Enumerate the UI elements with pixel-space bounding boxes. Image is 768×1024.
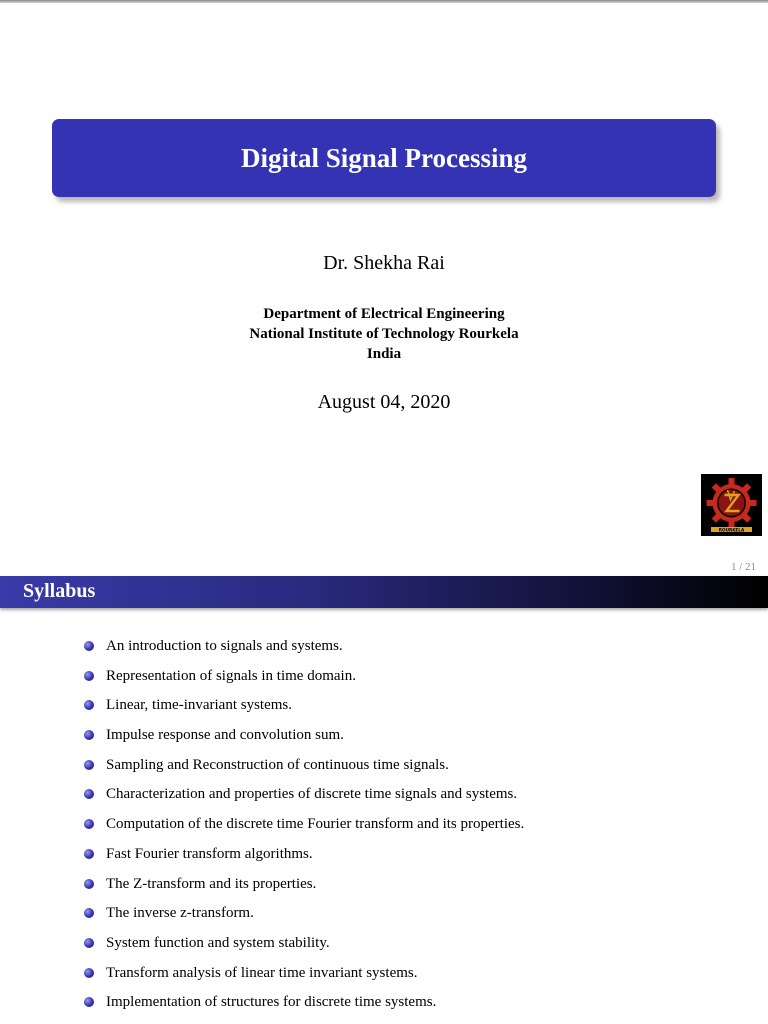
list-item	[84, 840, 524, 870]
title-box	[52, 119, 716, 197]
bullet-icon	[84, 849, 94, 859]
author-name: Dr. Shekha Rai	[323, 252, 445, 274]
bullet-icon	[84, 700, 94, 710]
syllabus-heading: Syllabus	[23, 580, 96, 602]
bullet-icon	[84, 760, 94, 770]
affiliation-department: Department of Electrical Engineering	[263, 306, 505, 322]
list-item-text: Fast Fourier transform algorithms.	[106, 845, 313, 862]
list-item	[84, 780, 524, 810]
list-item-text: System function and system stability.	[106, 934, 330, 951]
list-item-text: Implementation of structures for discrete time systems.	[106, 994, 437, 1011]
page-number: 1 / 21	[730, 561, 756, 573]
bullet-icon	[84, 997, 94, 1007]
bullet-icon	[84, 908, 94, 918]
list-item	[84, 632, 524, 662]
affiliation-country: India	[366, 346, 402, 362]
list-item-text: Impulse response and convolution sum.	[106, 727, 344, 744]
affiliation-institute: National Institute of Technology Rourkela	[249, 326, 519, 342]
affiliation	[0, 304, 768, 364]
bullet-icon	[84, 819, 94, 829]
bullet-icon	[84, 641, 94, 651]
list-item	[84, 988, 524, 1018]
list-item-text: Sampling and Reconstruction of continuous time signals.	[106, 756, 449, 773]
bullet-icon	[84, 968, 94, 978]
list-item	[84, 662, 524, 692]
bullet-icon	[84, 789, 94, 799]
syllabus-header-bar	[0, 576, 768, 608]
list-item	[84, 751, 524, 781]
list-item	[84, 929, 524, 959]
bullet-icon	[84, 938, 94, 948]
presentation-date: August 04, 2020	[317, 391, 451, 413]
presentation-title: Digital Signal Processing	[240, 142, 528, 173]
list-item	[84, 959, 524, 989]
list-item	[84, 721, 524, 751]
list-item	[84, 899, 524, 929]
list-item-text: Representation of signals in time domain.	[106, 667, 356, 684]
bullet-icon	[84, 730, 94, 740]
list-item	[84, 810, 524, 840]
syllabus-list	[84, 632, 524, 1018]
list-item-text: Transform analysis of linear time invariant systems.	[106, 964, 418, 981]
list-item	[84, 870, 524, 900]
bullet-icon	[84, 879, 94, 889]
list-item-text: An introduction to signals and systems.	[106, 638, 343, 654]
list-item-text: Linear, time-invariant systems.	[106, 697, 293, 714]
list-item	[84, 691, 524, 721]
list-item-text: The inverse z-transform.	[106, 905, 254, 922]
bullet-icon	[84, 671, 94, 681]
list-item-text: Characterization and properties of discrete time signals and systems.	[106, 786, 518, 803]
list-item-text: The Z-transform and its properties.	[106, 875, 317, 892]
list-item-text: Computation of the discrete time Fourier transform and its properties.	[106, 816, 525, 833]
logo-text: ROURKELA	[718, 527, 745, 533]
nit-rourkela-logo	[701, 474, 762, 536]
